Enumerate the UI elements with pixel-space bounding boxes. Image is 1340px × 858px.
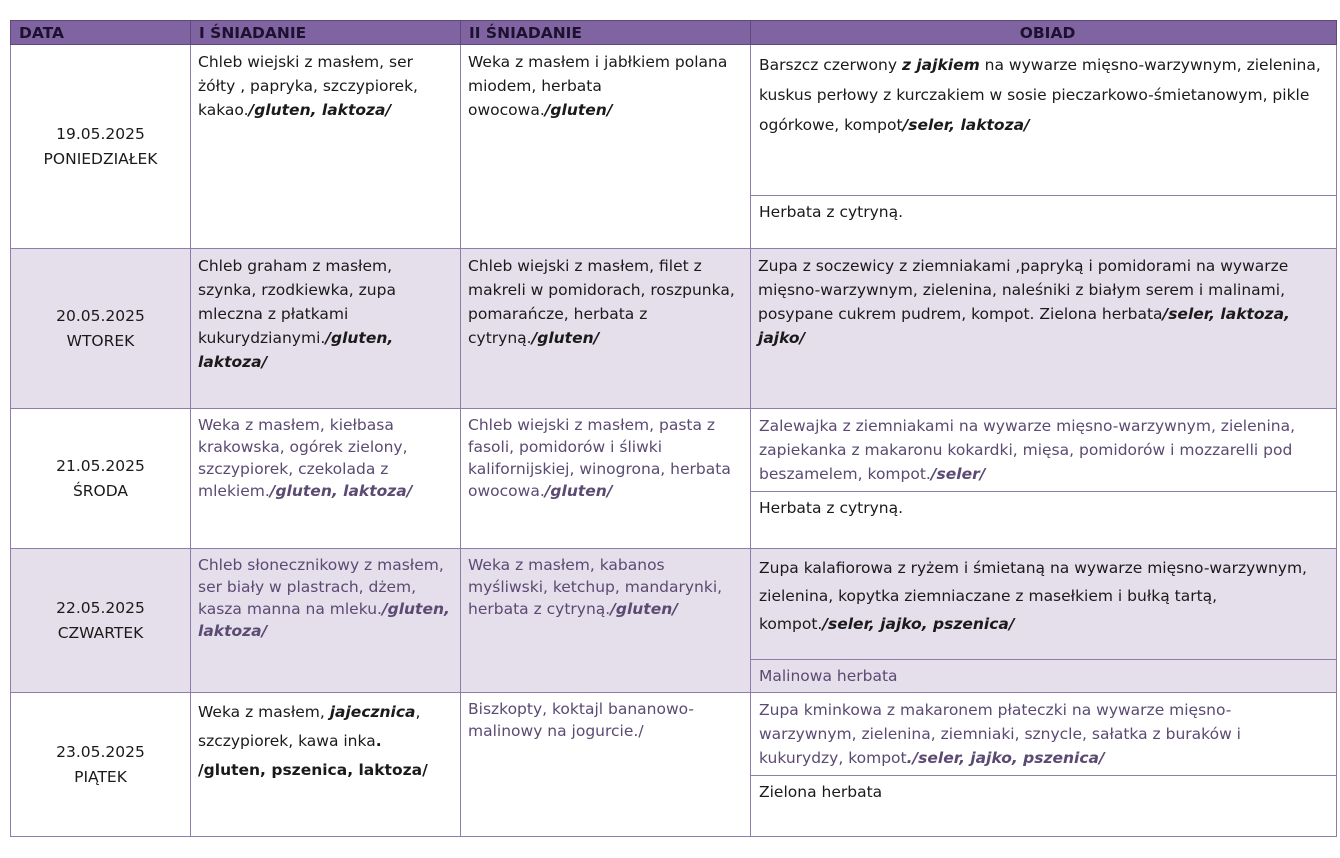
breakfast1-text-pre: Weka z masłem, [198,703,330,721]
lunch-cell [751,45,1337,249]
header-breakfast1: I ŚNIADANIE [191,21,461,45]
lunch-main [751,409,1336,492]
breakfast2-allergens: /gluten/ [544,482,613,500]
weekday: CZWARTEK [57,623,144,642]
lunch-text: Zupa kminkowa z makaronem płateczki na wywarze mięsno-warzywnym, zielenina, ziemniaki, sznycle, sałatka z buraków i kukurydzy, kompot [759,701,1241,767]
lunch-drink: Herbata z cytryną. [759,203,904,221]
breakfast2-allergens: /gluten/ [610,600,678,618]
lunch-drink: Zielona herbata [759,783,883,801]
table-row [11,693,1337,837]
lunch-main [751,549,1336,660]
breakfast1-text: Chleb graham z masłem, szynka, rzodkiewka, zupa mleczna z płatkami kukurydzianymi. [198,257,396,347]
breakfast2-allergens: /gluten/ [531,329,600,347]
header-lunch: OBIAD [751,21,1337,45]
breakfast1-allergens: /gluten, laktoza/ [269,482,413,500]
breakfast1-cell [191,409,461,549]
lunch-cell [751,549,1337,693]
breakfast2-cell [461,249,751,409]
breakfast1-cell [191,549,461,693]
breakfast2-cell [461,45,751,249]
lunch-cell [751,249,1337,409]
breakfast1-text: Chleb wiejski z masłem, ser żółty , papryka, szczypiorek, kakao. [198,53,418,119]
breakfast2-text: Biszkopty, koktajl bananowo- malinowy na jogurcie./ [468,700,695,740]
lunch-allergens: /seler, laktoza, jajko/ [758,305,1290,347]
lunch-text: Zalewajka z ziemniakami na wywarze mięsno-warzywnym, zielenina, zapiekanka z makaronu kokardki, mięsa, pomidorów i mozzarelli pod beszamelem, kompot. [759,417,1296,483]
breakfast2-text: Weka z masłem i jabłkiem polana miodem, herbata owocowa. [468,53,728,119]
breakfast1-allergens: /gluten, laktoza/ [248,101,392,119]
lunch-main [751,693,1336,776]
breakfast1-text: Weka z masłem, kiełbasa krakowska, ogórek zielony, szczypiorek, czekolada z mlekiem. [198,416,408,500]
breakfast1-allergens: /gluten, laktoza/ [198,329,394,371]
lunch-cell [751,409,1337,549]
lunch-cell [751,693,1337,837]
breakfast2-cell [461,693,751,837]
menu-container [10,20,1337,837]
date-cell [11,45,191,249]
breakfast1-cell [191,693,461,837]
lunch-drink: Herbata z cytryną. [759,499,904,517]
lunch-text: na wywarze mięsno-warzywnym, zielenina, kuskus perłowy z kurczakiem w sosie pieczarkowo-śmietanowym, pikle ogórkowe, kompot [759,56,1321,134]
date-cell [11,693,191,837]
lunch-text-pre: Barszcz czerwony [759,56,902,74]
lunch-drink: Malinowa herbata [759,667,898,685]
header-row [11,21,1337,45]
date: 21.05.2025 [56,456,145,475]
date: 22.05.2025 [56,598,145,617]
date-cell [11,409,191,549]
table-row [11,409,1337,549]
breakfast1-cell [191,45,461,249]
lunch-text: Zupa kalafiorowa z ryżem i śmietaną na wywarze mięsno-warzywnym, zielenina, kopytka ziemniaczane z masełkiem i bułką tartą, kompot. [759,559,1307,633]
date: 20.05.2025 [56,306,145,325]
weekday: PIĄTEK [74,767,127,786]
date-cell [11,549,191,693]
breakfast1-highlight: jajecznica [329,703,416,721]
weekday: PONIEDZIAŁEK [43,149,158,168]
lunch-allergens: /seler/ [930,465,986,483]
breakfast2-text: Chleb wiejski z masłem, pasta z fasoli, pomidorów i śliwki kalifornijskiej, winogrona, herbata owocowa. [468,416,731,500]
header-breakfast2: II ŚNIADANIE [461,21,751,45]
lunch-allergens: /seler, jajko, pszenica/ [822,615,1015,633]
table-row [11,549,1337,693]
lunch-highlight: z jajkiem [901,56,980,74]
weekday: WTOREK [66,331,135,350]
breakfast2-cell [461,549,751,693]
weekly-menu-table [10,20,1337,837]
table-row [11,249,1337,409]
breakfast2-text: Chleb wiejski z masłem, filet z makreli w pomidorach, roszpunka, pomarańcze, herbata z cytryną. [468,257,735,347]
lunch-text: Zupa z soczewicy z ziemniakami ,papryką i pomidorami na wywarze mięsno-warzywnym, zielenina, naleśniki z białym serem i malinami, posypane cukrem pudrem, kompot. Zielona herbata [758,257,1289,323]
weekday: ŚRODA [72,481,129,500]
breakfast1-allergens: /gluten, laktoza/ [198,600,450,640]
header-date: DATA [11,21,191,45]
breakfast1-cell [191,249,461,409]
date-cell [11,249,191,409]
date: 23.05.2025 [56,742,145,761]
breakfast2-text: Weka z masłem, kabanos myśliwski, ketchup, mandarynki, herbata z cytryną. [468,556,723,618]
breakfast2-allergens: /gluten/ [544,101,613,119]
lunch-allergens: ./seler, jajko, pszenica/ [906,749,1105,767]
lunch-allergens: /seler, laktoza/ [902,116,1030,134]
breakfast1-text: Chleb słonecznikowy z masłem, ser biały w plastrach, dżem, kasza manna na mleku. [198,556,444,618]
date: 19.05.2025 [56,124,145,143]
breakfast1-text: , szczypiorek, kawa inka [198,703,421,750]
breakfast1-allergens: . /gluten, pszenica, laktoza/ [198,732,428,779]
table-row [11,45,1337,249]
lunch-main [751,45,1336,196]
breakfast2-cell [461,409,751,549]
